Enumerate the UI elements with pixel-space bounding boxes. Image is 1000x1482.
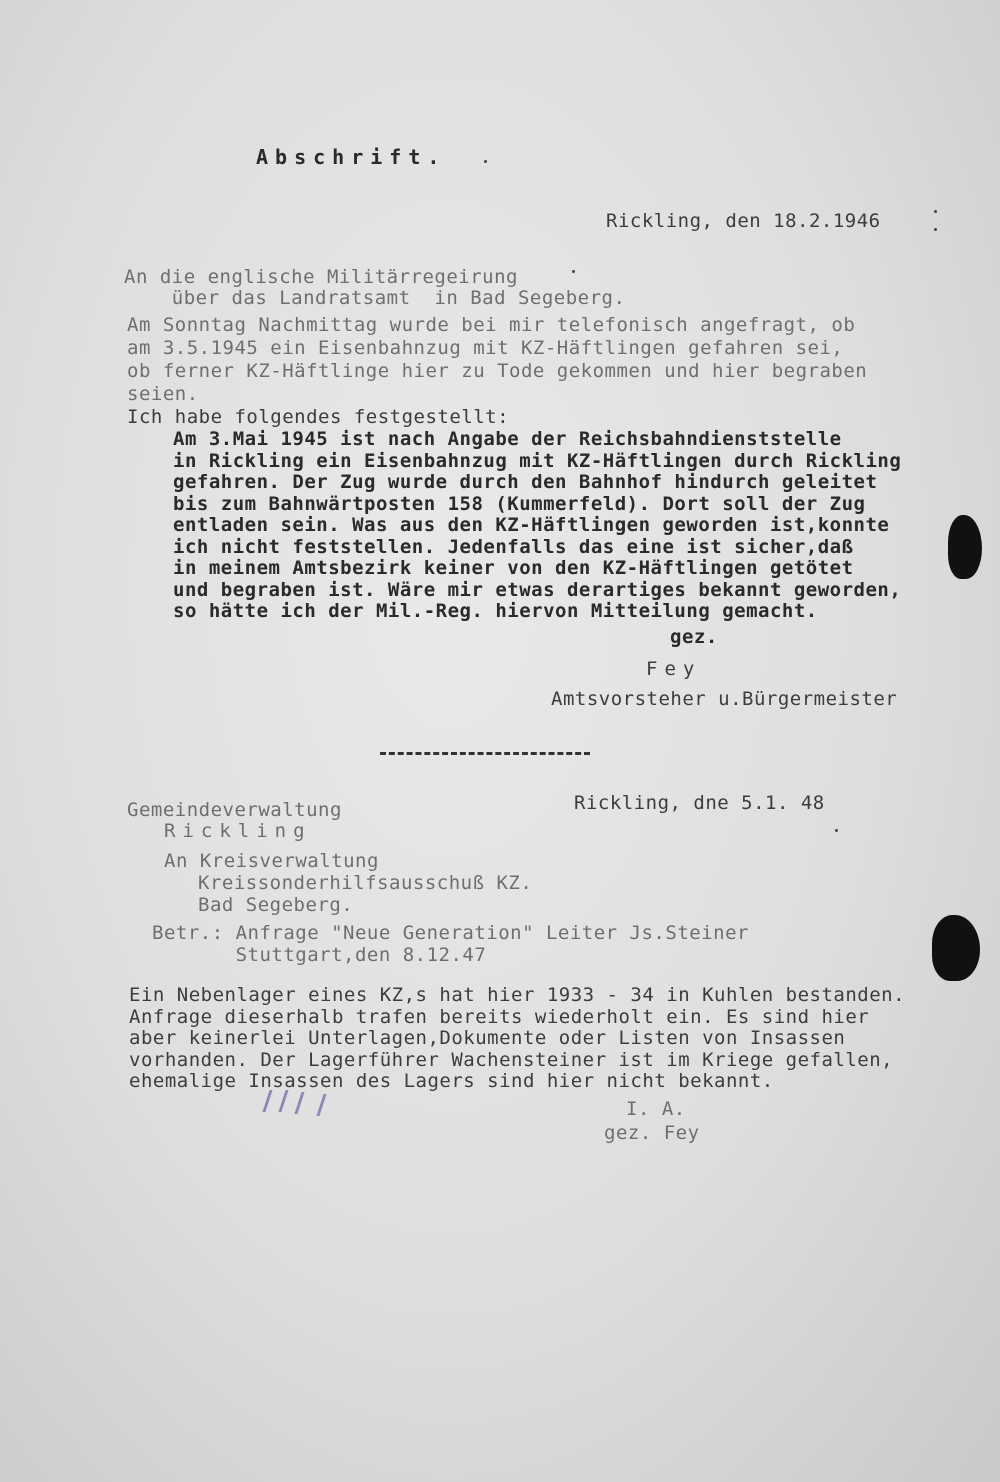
text-line: Am 3.Mai 1945 ist nach Angabe der Reichsbahndienststelle (173, 428, 842, 450)
text-line: am 3.5.1945 ein Eisenbahnzug mit KZ-Häftlingen gefahren sei, (127, 337, 844, 359)
text-line: ich nicht feststellen. Jedenfalls das eine ist sicher,daß (173, 535, 854, 558)
speck (934, 210, 937, 213)
text-line: so hätte ich der Mil.-Reg. hiervon Mitteilung gemacht. (173, 600, 818, 622)
text-line: gefahren. Der Zug wurde durch den Bahnhof hindurch geleitet (173, 471, 878, 493)
statement-intro: Ich habe folgendes festgestellt: (127, 406, 510, 428)
subject-line: Stuttgart,den 8.12.47 (152, 944, 487, 966)
recipient-line: An Kreisverwaltung (164, 850, 379, 872)
signer-name-1: Fey (646, 658, 702, 680)
pencil-mark (278, 1090, 288, 1112)
text-line: aber keinerlei Unterlagen,Dokumente oder Listen von Insassen (129, 1027, 846, 1049)
place-date-2: Rickling, dne 5.1. 48 (574, 792, 825, 814)
recipient-line: Bad Segeberg. (198, 894, 354, 916)
signed-mark-1: gez. (670, 626, 718, 648)
text-line: vorhanden. Der Lagerführer Wachensteiner ist im Kriege gefallen, (129, 1048, 894, 1071)
speck (934, 228, 937, 231)
section-divider (380, 752, 590, 755)
text-line: seien. (127, 383, 199, 405)
speck (572, 270, 575, 273)
text-line: in Rickling ein Eisenbahnzug mit KZ-Häftlingen durch Rickling (173, 449, 902, 472)
pencil-mark (262, 1090, 272, 1112)
text-line: ehemalige Insassen des Lagers sind hier nicht bekannt. (129, 1070, 774, 1092)
text-line: Am Sonntag Nachmittag wurde bei mir telefonisch angefragt, ob (127, 314, 856, 336)
place-date-1: Rickling, den 18.2.1946 (606, 210, 881, 232)
address-line: An die englische Militärregeirung (124, 266, 518, 288)
signer-title: Amtsvorsteher u.Bürgermeister (551, 688, 898, 710)
text-line: entladen sein. Was aus den KZ-Häftlingen geworden ist,konnte (173, 514, 890, 536)
sender-office: Gemeindeverwaltung (127, 799, 342, 821)
text-line: in meinem Amtsbezirk keiner von den KZ-Häftlingen getötet (173, 557, 854, 579)
punch-hole-bottom (932, 915, 980, 981)
text-line: und begraben ist. Wäre mir etwas derartiges bekannt geworden, (173, 578, 902, 601)
sender-place: Rickling (164, 820, 312, 842)
text-line: bis zum Bahnwärtposten 158 (Kummerfeld). Dort soll der Zug (173, 492, 866, 515)
closing-ia: I. A. (626, 1098, 686, 1120)
text-line: Ein Nebenlager eines KZ,s hat hier 1933 - 34 in Kuhlen bestanden. (129, 984, 906, 1006)
subject-line: Betr.: Anfrage "Neue Generation" Leiter Js.Steiner (152, 922, 749, 944)
pencil-mark (316, 1094, 326, 1116)
closing-signature: gez. Fey (604, 1122, 700, 1144)
speck (835, 829, 838, 832)
recipient-line: Kreissonderhilfsausschuß KZ. (198, 872, 533, 894)
text-line: Anfrage dieserhalb trafen bereits wiederholt ein. Es sind hier (129, 1005, 870, 1028)
document-heading: Abschrift. (256, 145, 447, 169)
address-line: über das Landratsamt in Bad Segeberg. (124, 287, 626, 309)
speck (484, 160, 487, 163)
pencil-mark (294, 1092, 304, 1114)
punch-hole-top (948, 515, 982, 579)
text-line: ob ferner KZ-Häftlinge hier zu Tode gekommen und hier begraben (127, 360, 868, 382)
